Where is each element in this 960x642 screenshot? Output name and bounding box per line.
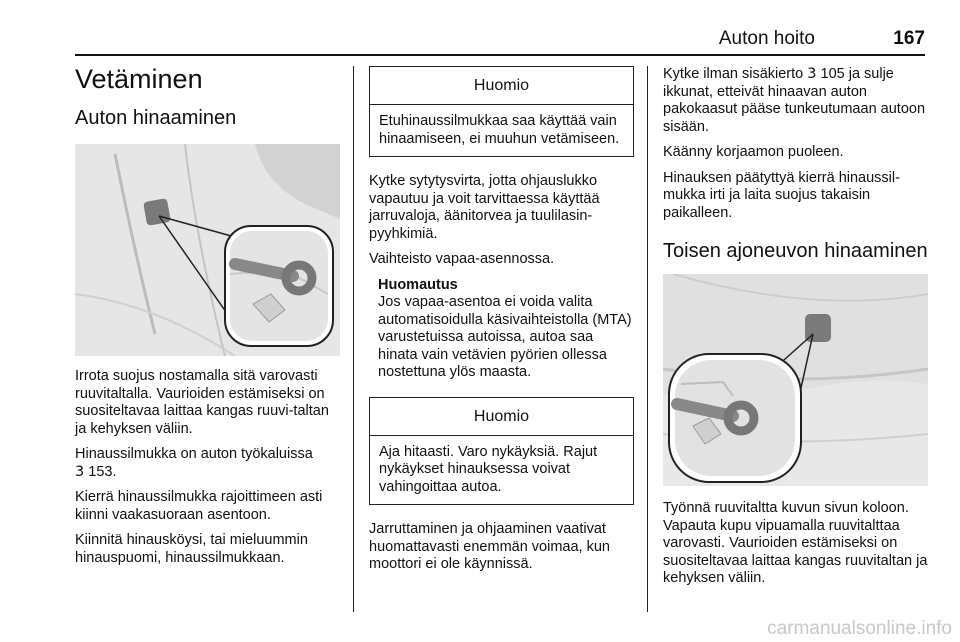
section-title: Auton hoito	[718, 28, 815, 49]
col3-paragraph-3: Hinauksen päätyttyä kierrä hinaussil-mukka irti ja laita suojus takaisin paikalleen.	[663, 169, 900, 221]
column-2	[369, 62, 634, 582]
section-heading-front-towing: Auton hinaaminen	[75, 107, 237, 129]
col3-paragraph-1: Kytke ilman sisäkierto 3 105 ja sulje ikkunat, etteivät hinaavan auton pakokaasut pääse tunkeutumaan autoon sisään.	[663, 66, 926, 135]
remark-block	[369, 277, 634, 382]
rear-tow-eye-illustration	[663, 274, 928, 486]
notice-box-2-title: Huomio	[370, 398, 633, 436]
col3-paragraph-2: Käänny korjaamon puoleen.	[663, 144, 844, 160]
column-3	[663, 62, 928, 596]
watermark: carmanualsonline.info	[767, 618, 952, 639]
notice-box-1-body: Etuhinaussilmukkaa saa käyttää vain hinaamiseen, ei muuhun vetämiseen.	[379, 113, 620, 147]
page-title: Vetäminen	[75, 64, 203, 94]
col2-paragraph-3: Jarruttaminen ja ohjaaminen vaativat huomattavasti enemmän voimaa, kun moottori ei ole käynnissä.	[369, 521, 610, 572]
remark-body: Jos vapaa-asentoa ei voida valita automatisoidulla käsivaihteistolla (MTA) varustetuissa autoissa, autoa saa hinata vain vetävien pyörien ollessa nostettuna ylös maasta.	[378, 294, 632, 380]
column-divider-1	[353, 66, 354, 612]
column-divider-2	[647, 66, 648, 612]
col2-paragraph-2: Vaihteisto vapaa-asennossa.	[369, 251, 555, 267]
col1-paragraph-2: Hinaussilmukka on auton työkaluissa 3 153.	[75, 446, 313, 480]
notice-box-2-body: Aja hitaasti. Varo nykäyksiä. Rajut nykäykset hinauksessa voivat vahingoittaa autoa.	[379, 443, 598, 495]
page-header	[75, 28, 925, 56]
col3-paragraph-4: Työnnä ruuvitaltta kuvun sivun koloon. Vapauta kupu vipuamalla ruuvitalttaa varovasti. Vaurioiden estämiseksi on suositeltavaa laittaa kangas ruuvitaltan ja kehyksen väliin.	[663, 500, 928, 586]
col1-paragraph-1: Irrota suojus nostamalla sitä varovasti ruuvitaltalla. Vaurioiden estämiseksi on suositeltavaa laittaa kangas ruuvi-taltan ja kehyksen väliin.	[75, 368, 329, 437]
col1-paragraph-4: Kiinnitä hinausköysi, tai mieluummin hinauspuomi, hinaussilmukkaan.	[75, 532, 308, 566]
page-reference-icon: 3	[807, 66, 817, 82]
remark-title: Huomautus	[378, 276, 458, 293]
col1-paragraph-3: Kierrä hinaussilmukka rajoittimeen asti kiinni vaakasuoraan asentoon.	[75, 489, 323, 523]
page-reference-icon: 3	[75, 463, 85, 480]
page-number: 167	[893, 28, 925, 49]
notice-box-2	[369, 397, 634, 506]
notice-box-1	[369, 66, 634, 157]
notice-box-1-title: Huomio	[370, 67, 633, 105]
column-1	[75, 62, 340, 575]
front-tow-eye-illustration	[75, 144, 340, 356]
section-heading-towing-other-vehicle: Toisen ajoneuvon hinaaminen	[663, 240, 928, 262]
col2-paragraph-1: Kytke sytytysvirta, jotta ohjauslukko vapautuu ja voit tarvittaessa käyttää jarruvaloja, äänitorvea ja tuulilasin-pyyhkimiä.	[369, 173, 600, 242]
